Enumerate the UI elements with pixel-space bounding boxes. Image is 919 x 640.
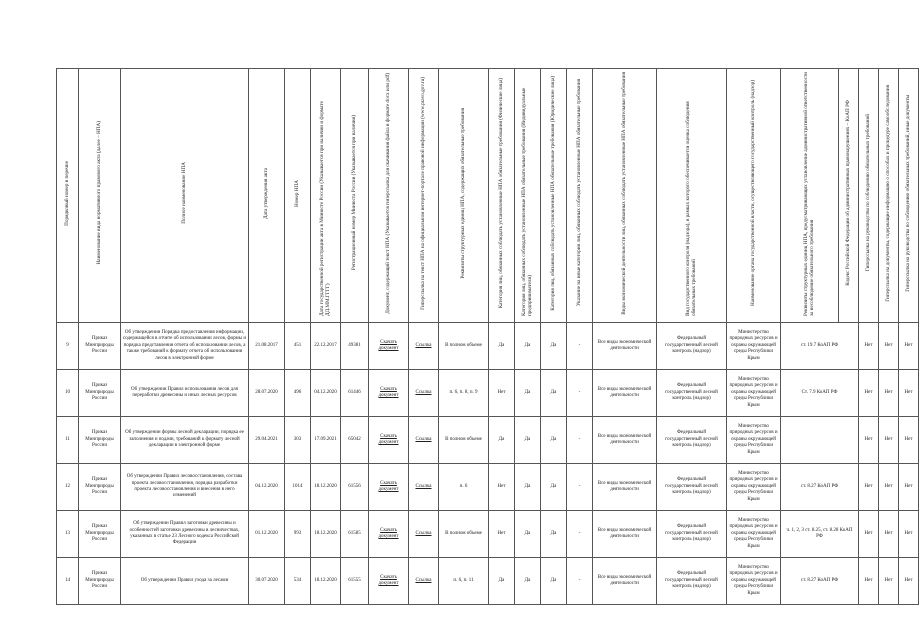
- column-header-label: Вид государственного контроля (надзора), в рамках которого обеспечивается оценка соблюдения обязательных требований: [685, 101, 698, 316]
- act-type-cell: Приказ Минприроды России: [79, 558, 121, 605]
- act-type-cell: Приказ Минприроды России: [79, 323, 121, 370]
- column-header: [859, 69, 879, 323]
- act-number-cell: 993: [285, 511, 311, 558]
- control-type-cell: Федеральный государственный лесной контроль (надзор): [657, 370, 727, 417]
- column-header: [567, 69, 593, 323]
- column-header-label: Гиперссылка на документы, содержащие информацию о способах и процедуре самообследования: [885, 84, 892, 302]
- approval-date-cell: 28.07.2020: [249, 370, 285, 417]
- table-row: [57, 323, 919, 370]
- guidance-3-cell: Нет: [899, 464, 919, 511]
- column-header-label: Виды экономической деятельности лиц, обязанных соблюдать установленные НПА обязательные требования: [621, 71, 628, 315]
- column-header-label: Кодекс Российской Федерации об административных правонарушениях – КоАП РФ: [845, 100, 852, 286]
- act-title-cell: Об утверждении Правил лесовосстановления, состава проекта лесовосстановления, порядка разработки проекта лесовосстановления и внесения в него изменений: [121, 464, 249, 511]
- other-persons-cell: -: [567, 511, 593, 558]
- control-organ-cell: Министерство природных ресурсов и охраны окружающей среды Республики Крым: [727, 511, 781, 558]
- act-type-cell: Приказ Минприроды России: [79, 370, 121, 417]
- act-number-cell: 1014: [285, 464, 311, 511]
- liability-reference-cell: ст. 8.27 КоАП РФ: [781, 558, 859, 605]
- guidance-1-cell: Нет: [859, 464, 879, 511]
- row-number-cell: 13: [57, 511, 79, 558]
- act-title-cell: Об утверждении Правил заготовки древесины и особенностей заготовки древесины в лесничествах, указанных в статье 23 Лесного кодекса Российской Федерации: [121, 511, 249, 558]
- entrepreneurs-flag-cell: Да: [515, 464, 541, 511]
- entrepreneurs-flag-cell: Да: [515, 558, 541, 605]
- other-persons-cell: -: [567, 558, 593, 605]
- economic-activity-cell: Все виды экономической деятельности: [593, 464, 657, 511]
- column-header-label: Гиперссылка на руководства по соблюдению обязательных требований, иные документы: [905, 94, 912, 292]
- registration-date-cell: 18.12.2020: [311, 558, 341, 605]
- individuals-flag-cell: Нет: [489, 370, 515, 417]
- other-persons-cell: -: [567, 370, 593, 417]
- individuals-flag-cell: Да: [489, 323, 515, 370]
- row-number-cell: 12: [57, 464, 79, 511]
- row-number-cell: 9: [57, 323, 79, 370]
- act-number-cell: 496: [285, 370, 311, 417]
- guidance-1-cell: Нет: [859, 323, 879, 370]
- download-document-link-cell[interactable]: Скачать документ: [369, 323, 409, 370]
- requirements-table: [56, 68, 919, 605]
- guidance-2-cell: Нет: [879, 464, 899, 511]
- column-header: [79, 69, 121, 323]
- legal-entities-flag-cell: Да: [541, 464, 567, 511]
- legal-entities-flag-cell: Да: [541, 370, 567, 417]
- download-document-link-cell[interactable]: Скачать документ: [369, 511, 409, 558]
- guidance-1-cell: Нет: [859, 417, 879, 464]
- guidance-1-cell: Нет: [859, 511, 879, 558]
- guidance-3-cell: Нет: [899, 370, 919, 417]
- individuals-flag-cell: Да: [489, 558, 515, 605]
- structural-units-cell: В полном объеме: [439, 323, 489, 370]
- liability-reference-cell: [781, 417, 859, 464]
- column-header-label: Категория лиц, обязанных соблюдать установленные НПА обязательные требования (Индивидуальные предприниматели): [521, 87, 534, 316]
- column-header: [57, 69, 79, 323]
- guidance-2-cell: Нет: [879, 511, 899, 558]
- guidance-3-cell: Нет: [899, 558, 919, 605]
- column-header-label: Категория лиц, обязанных соблюдать установленные НПА обязательные требования (Физические лица): [498, 77, 505, 309]
- table-row: [57, 558, 919, 605]
- column-header-label: Реквизиты структурных единиц НПА, содержащих обязательные требования: [460, 107, 467, 279]
- entrepreneurs-flag-cell: Да: [515, 417, 541, 464]
- registration-number-cell: 65042: [341, 417, 369, 464]
- column-header-label: Документ, содержащий текст НПА (Указывается гиперссылка для скачивания файла в формате docx или pdf): [385, 72, 392, 314]
- other-persons-cell: -: [567, 464, 593, 511]
- registration-number-cell: 49381: [341, 323, 369, 370]
- row-number-cell: 14: [57, 558, 79, 605]
- other-persons-cell: -: [567, 323, 593, 370]
- approval-date-cell: 04.12.2020: [249, 464, 285, 511]
- column-header: [249, 69, 285, 323]
- column-header-label: Регистрационный номер Минюста России (Указывается при наличии): [351, 115, 358, 271]
- other-persons-cell: -: [567, 417, 593, 464]
- act-type-cell: Приказ Минприроды России: [79, 511, 121, 558]
- act-number-cell: 451: [285, 323, 311, 370]
- guidance-2-cell: Нет: [879, 558, 899, 605]
- economic-activity-cell: Все виды экономической деятельности: [593, 511, 657, 558]
- structural-units-cell: п. 6, п. 8, п. 9: [439, 370, 489, 417]
- approval-date-cell: 01.12.2020: [249, 511, 285, 558]
- act-title-cell: Об утверждении Порядка предоставления информации, содержащейся в отчете об использовании лесов, формы и порядка представления отчета об использовании лесов, а также требований к формату отчета об использовании лесов в электронной форме: [121, 323, 249, 370]
- individuals-flag-cell: Нет: [489, 511, 515, 558]
- registration-date-cell: 04.12.2020: [311, 370, 341, 417]
- act-title-cell: Об утверждении Правил использования лесов для переработки древесины и иных лесных ресурсов: [121, 370, 249, 417]
- column-header: [593, 69, 657, 323]
- structural-units-cell: В полном объеме: [439, 417, 489, 464]
- registration-date-cell: 18.12.2020: [311, 464, 341, 511]
- column-header-label: Полное наименование НПА: [181, 162, 188, 224]
- economic-activity-cell: Все виды экономической деятельности: [593, 370, 657, 417]
- column-header-label: Гиперссылка на текст НПА на официальном интернет-портале правовой информации (www.pravo.gov.ru): [420, 76, 427, 310]
- individuals-flag-cell: Нет: [489, 464, 515, 511]
- column-header: [727, 69, 781, 323]
- guidance-3-cell: Нет: [899, 323, 919, 370]
- column-header: [369, 69, 409, 323]
- column-header-label: Гиперссылка на руководства по соблюдению обязательных требований: [865, 114, 872, 272]
- control-organ-cell: Министерство природных ресурсов и охраны окружающей среды Республики Крым: [727, 417, 781, 464]
- table-row: [57, 417, 919, 464]
- column-header: [879, 69, 899, 323]
- row-number-cell: 10: [57, 370, 79, 417]
- economic-activity-cell: Все виды экономической деятельности: [593, 558, 657, 605]
- column-header: [439, 69, 489, 323]
- registration-number-cell: 61585: [341, 511, 369, 558]
- registration-date-cell: 18.12.2020: [311, 511, 341, 558]
- column-header-label: Дата утверждения акта: [263, 167, 270, 219]
- registration-date-cell: 22.12.2017: [311, 323, 341, 370]
- pravo-link-cell[interactable]: Ссылка: [409, 464, 439, 511]
- control-organ-cell: Министерство природных ресурсов и охраны окружающей среды Республики Крым: [727, 558, 781, 605]
- act-title-cell: Об утверждении Правил ухода за лесами: [121, 558, 249, 605]
- entrepreneurs-flag-cell: Да: [515, 323, 541, 370]
- guidance-1-cell: Нет: [859, 370, 879, 417]
- entrepreneurs-flag-cell: Да: [515, 370, 541, 417]
- column-header-label: Наименование органа государственной власти, осуществляющего государственный контроль (надзор): [750, 80, 757, 306]
- control-type-cell: Федеральный государственный лесной контроль (надзор): [657, 558, 727, 605]
- liability-reference-cell: Ст. 7.9 КоАП РФ: [781, 370, 859, 417]
- control-type-cell: Федеральный государственный лесной контроль (надзор): [657, 511, 727, 558]
- guidance-2-cell: Нет: [879, 370, 899, 417]
- download-document-link-cell[interactable]: Скачать документ: [369, 417, 409, 464]
- guidance-2-cell: Нет: [879, 417, 899, 464]
- legal-entities-flag-cell: Да: [541, 558, 567, 605]
- column-header: [489, 69, 515, 323]
- column-header-label: Номер НПА: [294, 179, 301, 207]
- guidance-1-cell: Нет: [859, 558, 879, 605]
- download-document-link-cell[interactable]: Скачать документ: [369, 558, 409, 605]
- pravo-link-cell[interactable]: Ссылка: [409, 511, 439, 558]
- column-header: [285, 69, 311, 323]
- act-number-cell: 303: [285, 417, 311, 464]
- column-header: [657, 69, 727, 323]
- column-header: [515, 69, 541, 323]
- column-header-label: Дата государственной регистрации акта в Минюсте России (Указывается при наличии и формате ДД.ММ.ГГГГ): [319, 101, 332, 316]
- structural-units-cell: В полном объеме: [439, 511, 489, 558]
- column-header-label: Порядковый номер в перечне: [64, 160, 71, 226]
- control-type-cell: Федеральный государственный лесной контроль (надзор): [657, 323, 727, 370]
- table-row: [57, 370, 919, 417]
- pravo-link-cell[interactable]: Ссылка: [409, 323, 439, 370]
- guidance-3-cell: Нет: [899, 511, 919, 558]
- pravo-link-cell[interactable]: Ссылка: [409, 370, 439, 417]
- economic-activity-cell: Все виды экономической деятельности: [593, 323, 657, 370]
- liability-reference-cell: ч. 1, 2, 3 ст. 8.25, ст. 8.28 КоАП РФ: [781, 511, 859, 558]
- registration-number-cell: 61555: [341, 558, 369, 605]
- column-header-label: Реквизиты структурных единиц НПА, предусматривающих установление административной ответственности за несоблюдение обязательного требования: [803, 71, 816, 316]
- column-header: [781, 69, 839, 323]
- act-type-cell: Приказ Минприроды России: [79, 464, 121, 511]
- act-number-cell: 534: [285, 558, 311, 605]
- pravo-link-cell[interactable]: Ссылка: [409, 558, 439, 605]
- legal-entities-flag-cell: Да: [541, 417, 567, 464]
- column-header: [121, 69, 249, 323]
- guidance-3-cell: Нет: [899, 417, 919, 464]
- control-type-cell: Федеральный государственный лесной контроль (надзор): [657, 417, 727, 464]
- download-document-link-cell[interactable]: Скачать документ: [369, 464, 409, 511]
- guidance-2-cell: Нет: [879, 323, 899, 370]
- column-header: [839, 69, 859, 323]
- column-header-label: Наименование вида нормативного правового акта (далее – НПА): [96, 121, 103, 265]
- download-document-link-cell[interactable]: Скачать документ: [369, 370, 409, 417]
- column-header-label: Категория лиц, обязанных соблюдать установленные НПА обязательные требования (Юридические лица): [550, 75, 557, 311]
- structural-units-cell: п. 6: [439, 464, 489, 511]
- column-header: [541, 69, 567, 323]
- liability-reference-cell: ст. 8.27 КоАП РФ: [781, 464, 859, 511]
- row-number-cell: 11: [57, 417, 79, 464]
- pravo-link-cell[interactable]: Ссылка: [409, 417, 439, 464]
- entrepreneurs-flag-cell: Да: [515, 511, 541, 558]
- registration-date-cell: 17.09.2021: [311, 417, 341, 464]
- table-row: [57, 464, 919, 511]
- act-type-cell: Приказ Минприроды России: [79, 417, 121, 464]
- control-organ-cell: Министерство природных ресурсов и охраны окружающей среды Республики Крым: [727, 323, 781, 370]
- legal-entities-flag-cell: Да: [541, 323, 567, 370]
- column-header: [311, 69, 341, 323]
- structural-units-cell: п. 6, п. 11: [439, 558, 489, 605]
- registration-number-cell: 61556: [341, 464, 369, 511]
- control-organ-cell: Министерство природных ресурсов и охраны окружающей среды Республики Крым: [727, 464, 781, 511]
- legal-entities-flag-cell: Да: [541, 511, 567, 558]
- column-header: [409, 69, 439, 323]
- column-header: [341, 69, 369, 323]
- registration-number-cell: 61446: [341, 370, 369, 417]
- act-title-cell: Об утверждении формы лесной декларации, порядка ее заполнения и подачи, требований к формату лесной декларации в электронной форме: [121, 417, 249, 464]
- control-type-cell: Федеральный государственный лесной контроль (надзор): [657, 464, 727, 511]
- column-header-label: Указание на иные категории лиц, обязанных соблюдать установленные НПА обязательные требования: [576, 79, 583, 307]
- approval-date-cell: 29.04.2021: [249, 417, 285, 464]
- economic-activity-cell: Все виды экономической деятельности: [593, 417, 657, 464]
- header-row: [57, 69, 919, 323]
- individuals-flag-cell: Да: [489, 417, 515, 464]
- approval-date-cell: 30.07.2020: [249, 558, 285, 605]
- control-organ-cell: Министерство природных ресурсов и охраны окружающей среды Республики Крым: [727, 370, 781, 417]
- approval-date-cell: 21.08.2017: [249, 323, 285, 370]
- table-row: [57, 511, 919, 558]
- column-header: [899, 69, 919, 323]
- liability-reference-cell: ст. 19.7 КоАП РФ: [781, 323, 859, 370]
